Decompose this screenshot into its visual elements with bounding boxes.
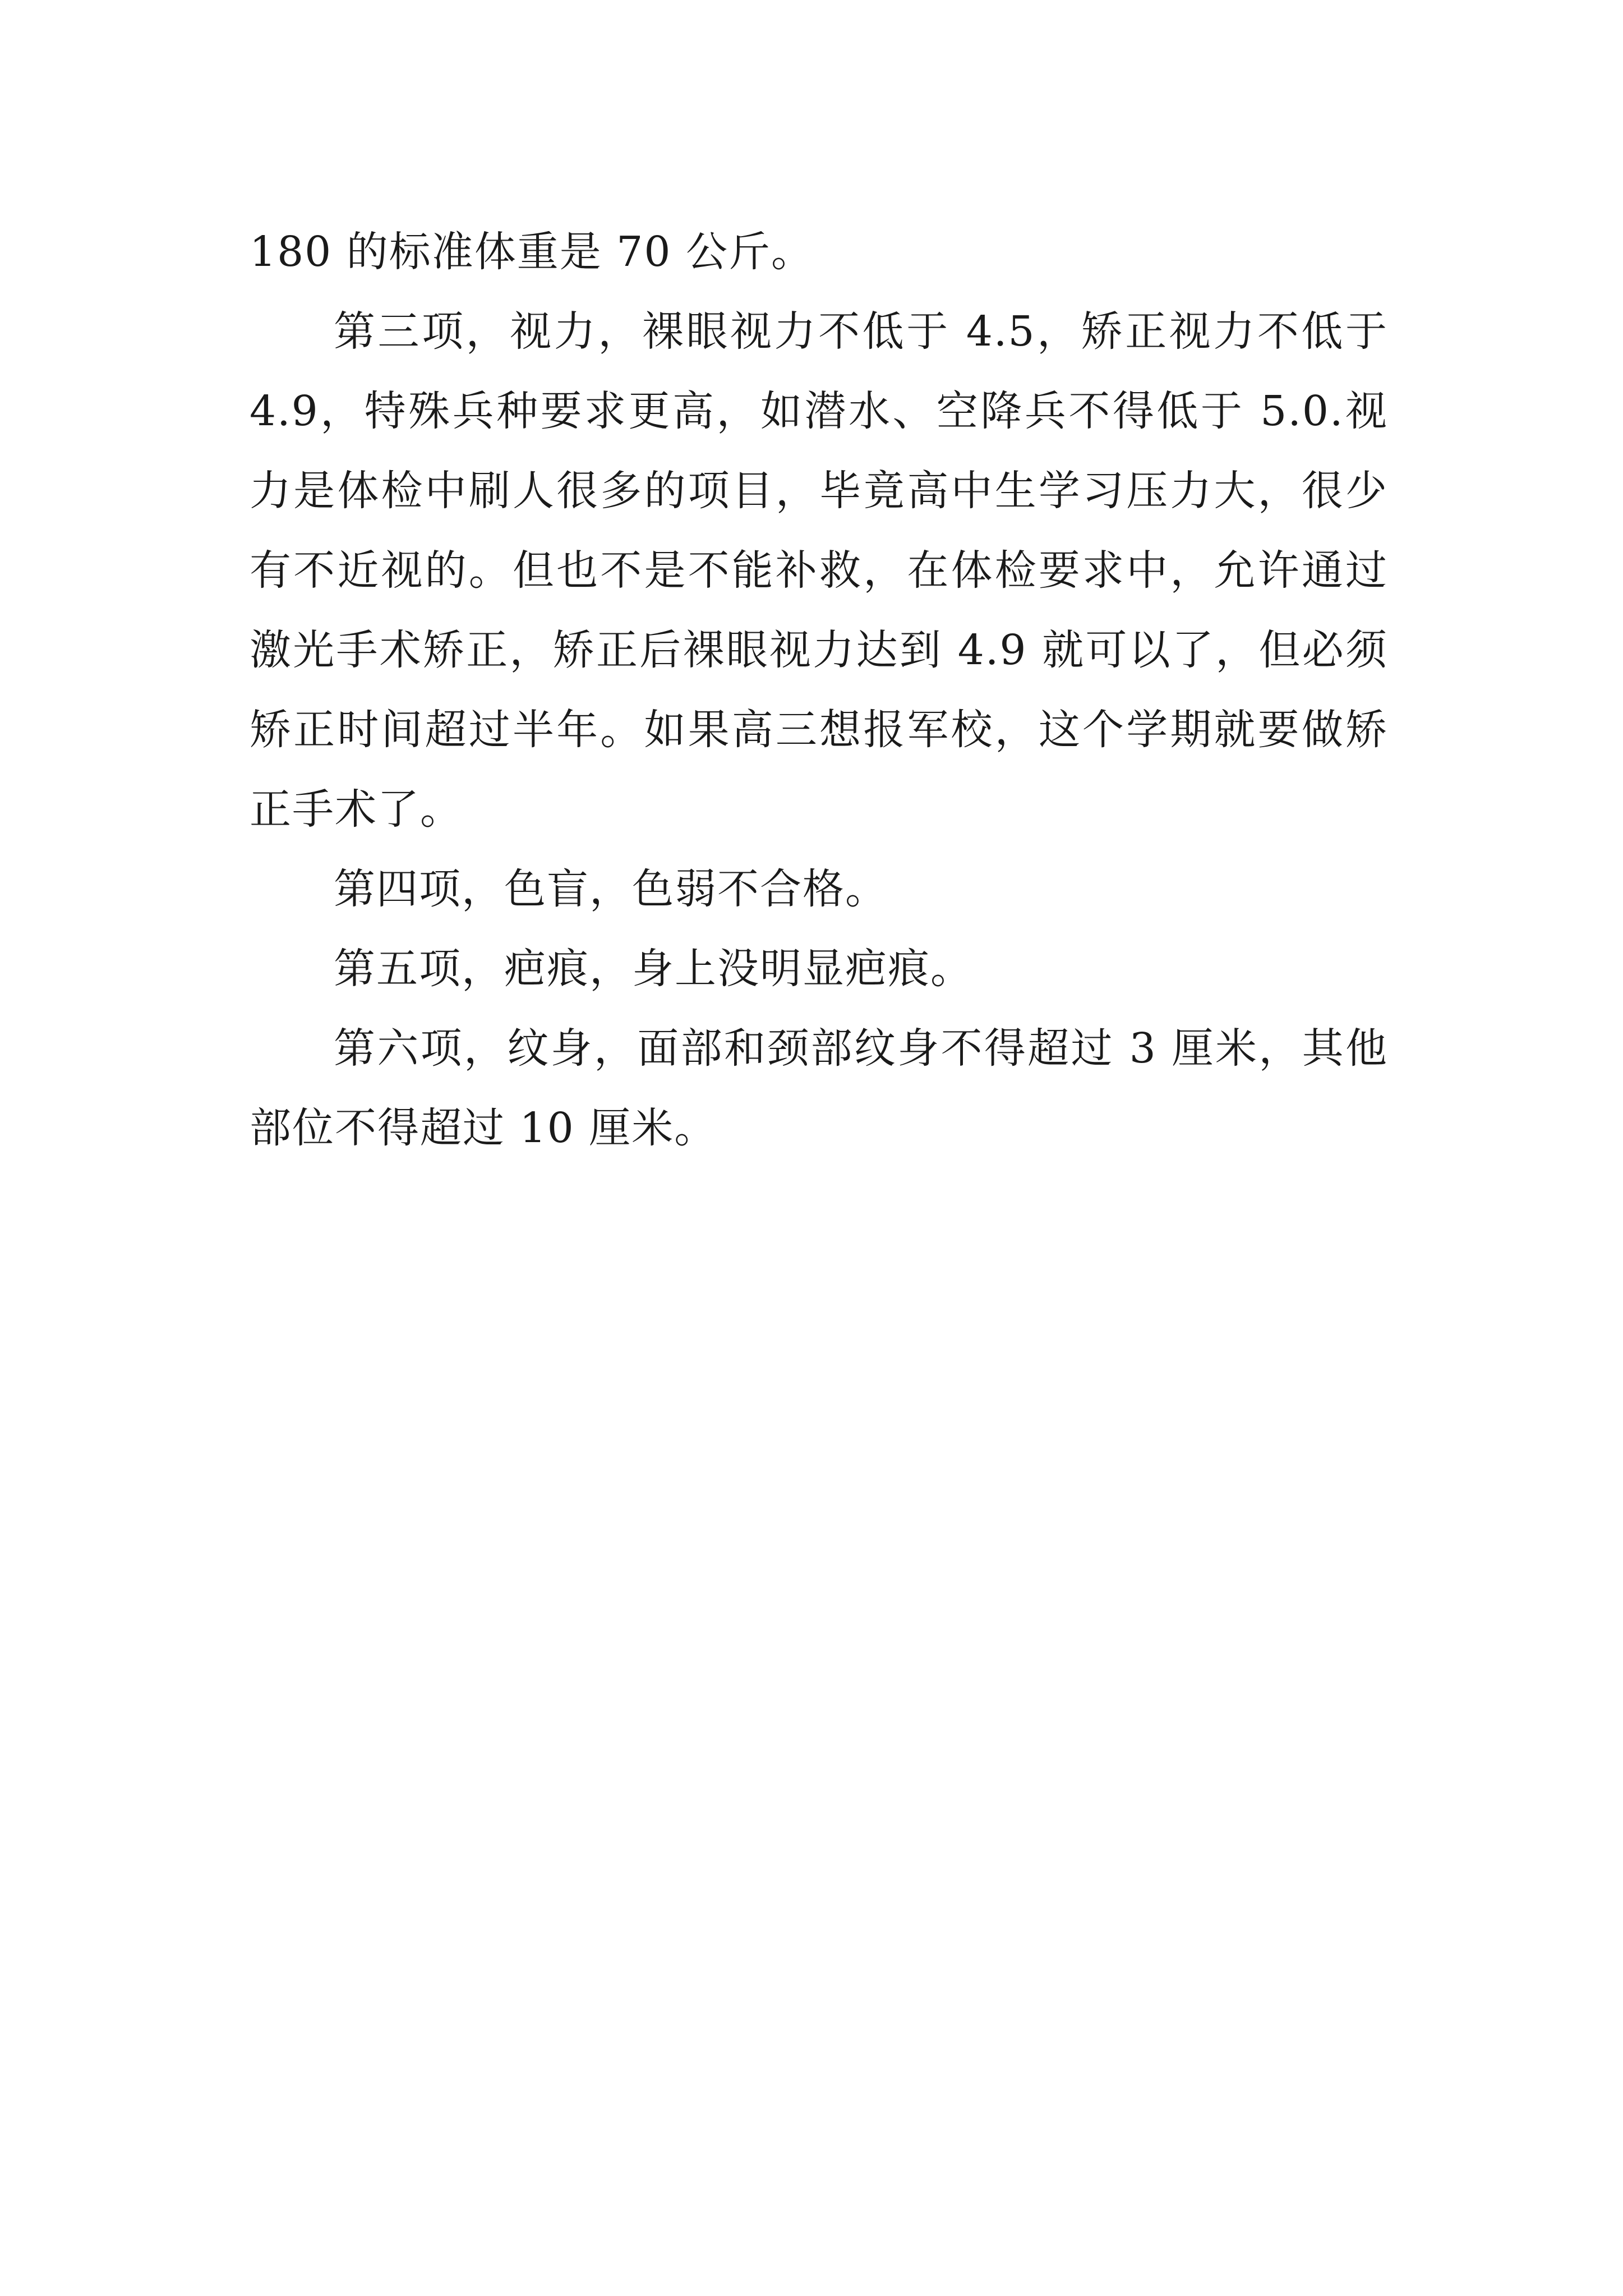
paragraph-vision: 第三项，视力，裸眼视力不低于 4.5，矫正视力不低于 4.9，特殊兵种要求更高，如潜水、空降兵不得低于 5.0.视力是体检中刷人很多的项目，毕竟高中生学习压力大，很少有不近视的。但也不是不能补救，在体检要求中，允许通过激光手术矫正，矫正后裸眼视力达到 4.9 就可以了，但必须矫正时间超过半年。如果高三想报军校，这个学期就要做矫正手术了。 — [250, 307, 1388, 834]
paragraph-color-blindness: 第四项，色盲，色弱不合格。 — [334, 865, 888, 913]
paragraph-standard-weight: 180 的标准体重是 70 公斤。 — [250, 228, 814, 276]
document-body — [250, 212, 1388, 1168]
paragraph-tattoos: 第六项，纹身，面部和颈部纹身不得超过 3 厘米，其他部位不得超过 10 厘米。 — [250, 1024, 1388, 1152]
paragraph-scars: 第五项，疤痕，身上没明显疤痕。 — [334, 945, 973, 993]
